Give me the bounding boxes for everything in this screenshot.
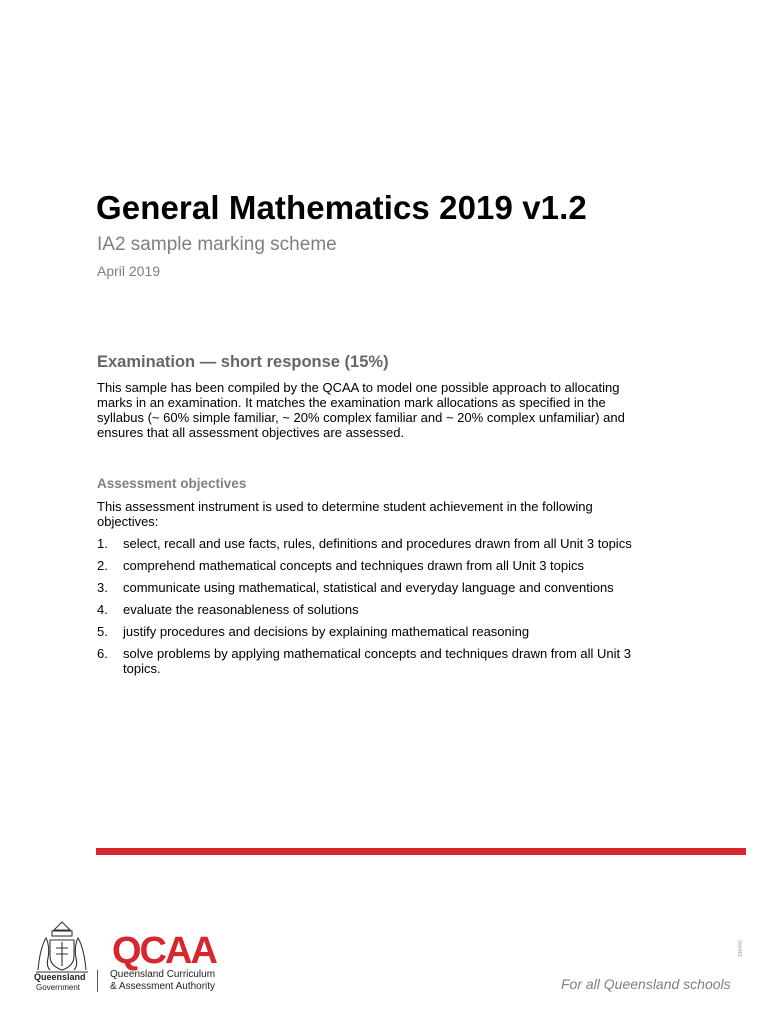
section-heading: Examination — short response (15%) bbox=[97, 353, 389, 371]
list-item bbox=[97, 558, 667, 573]
objectives-list bbox=[97, 536, 667, 683]
document-subtitle: IA2 sample marking scheme bbox=[97, 234, 337, 255]
document-title: General Mathematics 2019 v1.2 bbox=[96, 189, 587, 226]
section-intro bbox=[97, 380, 657, 440]
qcaa-logo: QCAA bbox=[112, 930, 216, 972]
list-item-number: 4. bbox=[97, 602, 108, 617]
section-intro-line: syllabus (~ 60% simple familiar, ~ 20% complex familiar and ~ 20% complex unfamiliar) and bbox=[97, 410, 625, 425]
document-id: 190440 bbox=[738, 940, 744, 957]
objectives-intro bbox=[97, 499, 657, 529]
list-item bbox=[97, 646, 667, 676]
authority-name-line2: & Assessment Authority bbox=[110, 981, 216, 992]
list-item bbox=[97, 602, 667, 617]
list-item-number: 5. bbox=[97, 624, 108, 639]
document-date: April 2019 bbox=[97, 263, 161, 279]
list-item-text: communicate using mathematical, statistical and everyday language and conventions bbox=[123, 580, 614, 595]
list-item bbox=[97, 580, 667, 595]
list-item-text: select, recall and use facts, rules, definitions and procedures drawn from all Unit 3 topics bbox=[123, 536, 632, 551]
section-intro-line: ensures that all assessment objectives are assessed. bbox=[97, 425, 405, 440]
list-item-number: 2. bbox=[97, 558, 108, 573]
section-intro-line: marks in an examination. It matches the examination mark allocations as specified in the bbox=[97, 395, 606, 410]
list-item bbox=[97, 536, 667, 551]
government-name: Queensland bbox=[34, 972, 86, 982]
list-item-text: topics. bbox=[123, 661, 161, 676]
logo-divider bbox=[97, 970, 98, 992]
list-item-text: justify procedures and decisions by explaining mathematical reasoning bbox=[123, 624, 530, 639]
list-item-number: 1. bbox=[97, 536, 108, 551]
list-item-text: evaluate the reasonableness of solutions bbox=[123, 602, 359, 617]
objectives-intro-line: objectives: bbox=[97, 514, 159, 529]
authority-name-line1: Queensland Curriculum bbox=[110, 969, 216, 980]
objectives-heading: Assessment objectives bbox=[97, 476, 247, 491]
section-intro-line: This sample has been compiled by the QCAA to model one possible approach to allocating bbox=[97, 380, 620, 395]
government-subname: Government bbox=[36, 983, 81, 992]
objectives-intro-line: This assessment instrument is used to determine student achievement in the following bbox=[97, 499, 593, 514]
tagline: For all Queensland schools bbox=[561, 976, 731, 992]
list-item-text: comprehend mathematical concepts and techniques drawn from all Unit 3 topics bbox=[123, 558, 585, 573]
list-item-number: 6. bbox=[97, 646, 108, 661]
list-item-number: 3. bbox=[97, 580, 108, 595]
list-item bbox=[97, 624, 667, 639]
list-item-text: solve problems by applying mathematical concepts and techniques drawn from all Unit 3 bbox=[123, 646, 631, 661]
divider-bar bbox=[96, 848, 746, 855]
